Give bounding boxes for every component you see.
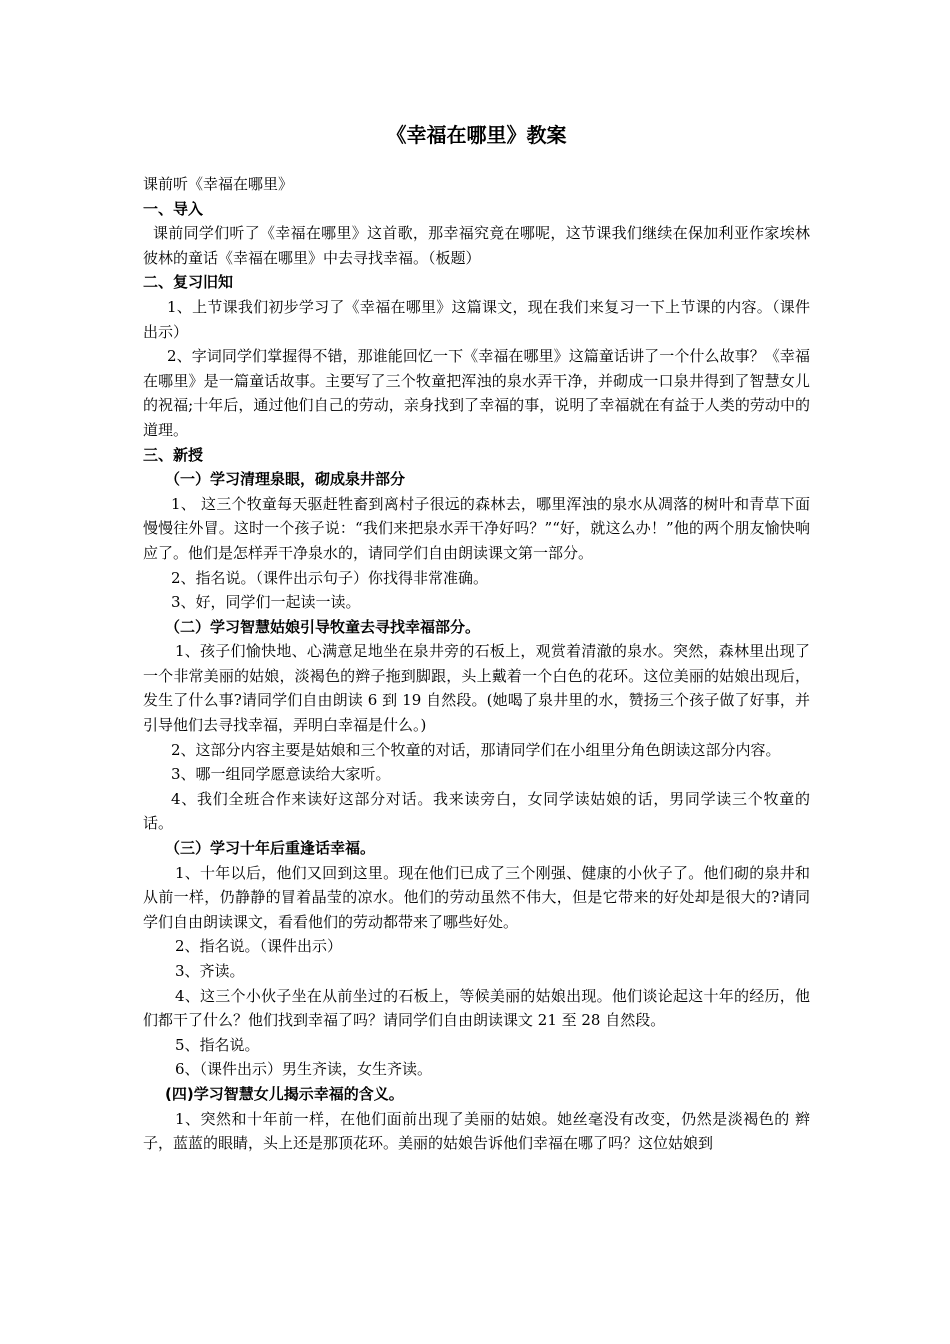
pre-class-note: 课前听《幸福在哪里》 bbox=[143, 175, 294, 193]
paragraph: 1、十年以后，他们又回到这里。现在他们已成了三个刚强、健康的小伙子了。他们砌的泉井和从前一样，仍静静的冒着晶莹的凉水。他们的劳动虽然不伟大，但是它带来的好处却是很大的?请同学们自由朗读课文，看看他们的劳动都带来了哪些好处。 bbox=[143, 863, 810, 931]
paragraph: 2、这部分内容主要是姑娘和三个牧童的对话，那请同学们在小组里分角色朗读这部分内容。 bbox=[171, 740, 781, 759]
section-heading-new-lesson: 三、新授 bbox=[143, 445, 204, 464]
paragraph: 5、指名说。 bbox=[175, 1035, 260, 1054]
paragraph: 1、突然和十年前一样，在他们面前出现了美丽的姑娘。她丝毫没有改变，仍然是淡褐色的 辫子，蓝蓝的眼睛，头上还是那顶花环。美丽的姑娘告诉他们幸福在哪了吗？这位姑娘到 bbox=[143, 1109, 810, 1153]
paragraph: 1、孩子们愉快地、心满意足地坐在泉井旁的石板上，观赏着清澈的泉水。突然，森林里出现了一个非常美丽的姑娘，淡褐色的辫子拖到脚跟，头上戴着一个白色的花环。这位美丽的姑娘出现后，发生了什么事?请同学们自由朗读 6 到 19 自然段。(她喝了泉井里的水，赞扬三个孩子做了好事，并引导他们去寻找幸福，弄明白幸福是什么。) bbox=[143, 642, 810, 735]
paragraph: 1、 这三个牧童每天驱赶牲畜到离村子很远的森林去，哪里浑浊的泉水从凋落的树叶和青草下面慢慢往外冒。这时一个孩子说：“我们来把泉水弄干净好吗？”“好，就这么办！”他的两个朋友愉快响应了。他们是怎样弄干净泉水的，请同学们自由朗读课文第一部分。 bbox=[143, 494, 810, 562]
paragraph: 2、指名说。（课件出示） bbox=[175, 937, 343, 956]
paragraph: 4、我们全班合作来读好这部分对话。我来读旁白，女同学读姑娘的话，男同学读三个牧童的话。 bbox=[143, 789, 810, 833]
paragraph: 3、哪一组同学愿意读给大家听。 bbox=[171, 765, 391, 784]
paragraph: 3、好，同学们一起读一读。 bbox=[171, 593, 361, 612]
paragraph: 6、（课件出示）男生齐读，女生齐读。 bbox=[175, 1060, 433, 1079]
subsection-heading-1: （一）学习清理泉眼，砌成泉井部分 bbox=[165, 470, 406, 489]
paragraph: 2、指名说。（课件出示句子）你找得非常准确。 bbox=[171, 568, 489, 587]
subsection-heading-4: (四)学习智慧女儿揭示幸福的含义。 bbox=[165, 1084, 404, 1103]
subsection-heading-2: （二）学习智慧姑娘引导牧童去寻找幸福部分。 bbox=[165, 617, 481, 636]
page-title: 《幸福在哪里》教案 bbox=[386, 123, 567, 147]
subsection-heading-3: （三）学习十年后重逢话幸福。 bbox=[165, 839, 376, 858]
paragraph: 2、字词同学们掌握得不错，那谁能回忆一下《幸福在哪里》这篇童话讲了一个什么故事？《幸福在哪里》是一篇童话故事。主要写了三个牧童把浑浊的泉水弄干净，并砌成一口泉井得到了智慧女儿的祝福;十年后，通过他们自己的劳动，亲身找到了幸福的事，说明了幸福就在有益于人类的劳动中的道理。 bbox=[143, 347, 810, 439]
section-heading-review: 二、复习旧知 bbox=[143, 273, 234, 292]
paragraph: 课前同学们听了《幸福在哪里》这首歌，那幸福究竟在哪呢，这节课我们继续在保加利亚作家埃林彼林的童话《幸福在哪里》中去寻找幸福。（板题） bbox=[143, 224, 810, 267]
paragraph: 4、这三个小伙子坐在从前坐过的石板上，等候美丽的姑娘出现。他们谈论起这十年的经历，他们都干了什么？他们找到幸福了吗？请同学们自由朗读课文 21 至 28 自然段。 bbox=[143, 986, 810, 1030]
section-heading-intro: 一、导入 bbox=[143, 199, 204, 218]
paragraph: 1、上节课我们初步学习了《幸福在哪里》这篇课文，现在我们来复习一下上节课的内容。（课件出示） bbox=[143, 297, 810, 341]
paragraph: 3、齐读。 bbox=[175, 962, 245, 980]
